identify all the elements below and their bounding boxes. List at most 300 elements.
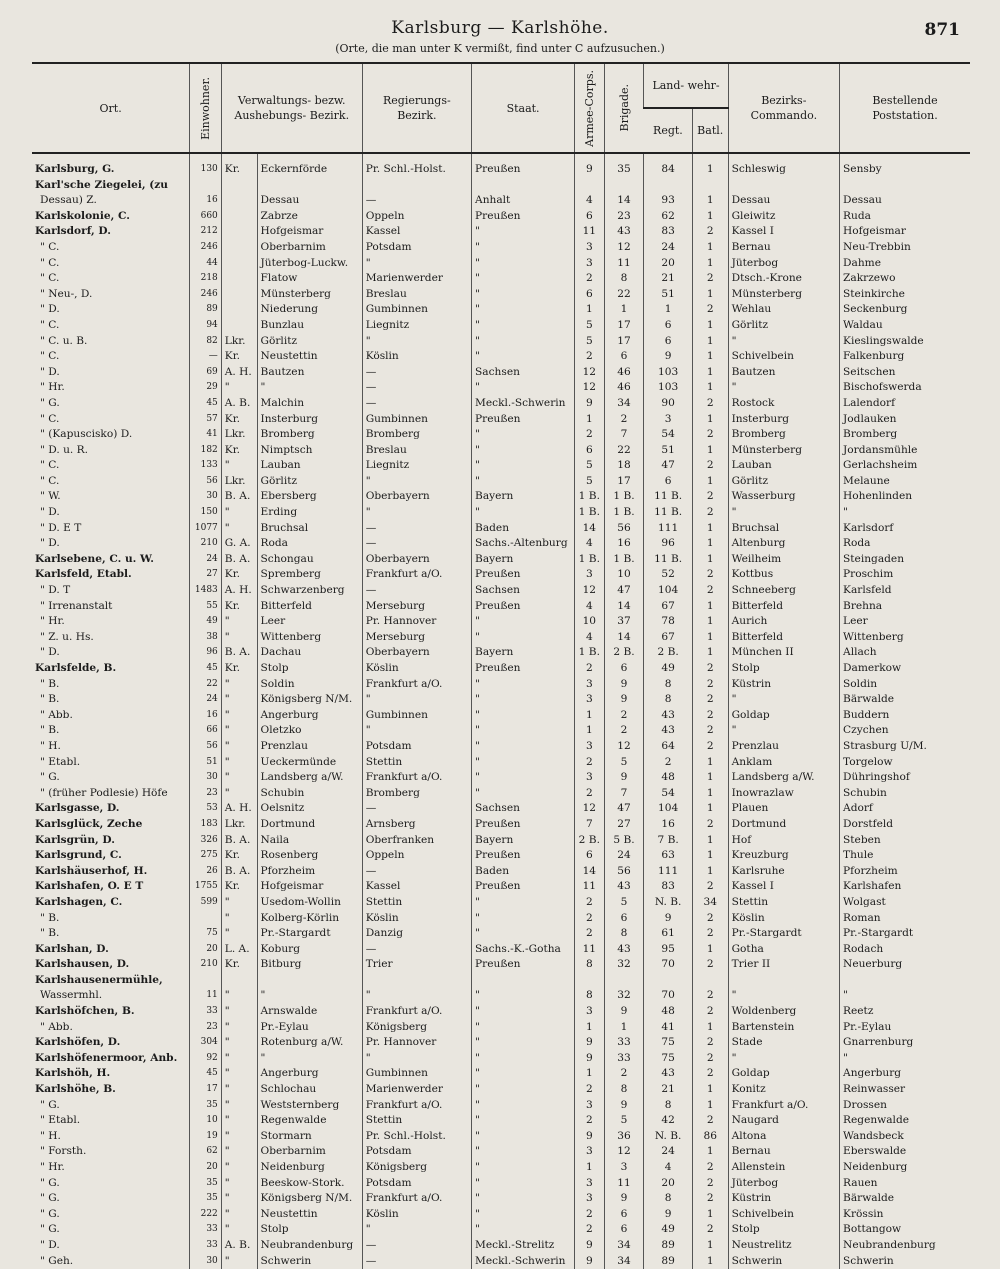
cell-typ: " [221, 708, 257, 724]
cell-regt: 63 [644, 848, 692, 864]
cell-batl: 1 [692, 365, 728, 381]
cell-regt: 24 [644, 1144, 692, 1160]
cell-ac: 8 [575, 957, 604, 973]
table-row [32, 614, 970, 630]
cell-bk: Münsterberg [728, 443, 839, 459]
cell-regt: 11 B. [644, 552, 692, 568]
cell-staat: " [472, 1176, 575, 1192]
cell-brig: 1 [604, 1020, 644, 1036]
cell-reg: Gumbinnen [362, 302, 471, 318]
cell-ein: 35 [190, 1176, 222, 1192]
cell-verw: Schlochau [257, 1082, 362, 1098]
cell-staat: Preußen [472, 209, 575, 225]
cell-reg: Marienwerder [362, 271, 471, 287]
cell-verw: Roda [257, 536, 362, 552]
cell-ort: Karlsgrün, D. [35, 833, 115, 846]
cell-ac: 1 B. [575, 505, 604, 521]
cell-brig: 22 [604, 443, 644, 459]
cell-bk: Görlitz [728, 318, 839, 334]
cell-brig: 5 [604, 895, 644, 911]
cell-regt: 3 [644, 412, 692, 428]
cell-staat: " [472, 1129, 575, 1145]
table-header [32, 63, 970, 153]
cell-regt: 51 [644, 287, 692, 303]
cell-regt: 9 [644, 349, 692, 365]
table-row [32, 302, 970, 318]
cell-regt: 6 [644, 334, 692, 350]
cell-ac: 3 [575, 256, 604, 272]
cell-regt: 54 [644, 786, 692, 802]
col-staat: Staat. [472, 63, 575, 153]
cell-batl: 2 [692, 957, 728, 973]
cell-batl: 1 [692, 1207, 728, 1223]
cell-ac: 3 [575, 677, 604, 693]
cell-verw: Rotenburg a/W. [257, 1035, 362, 1051]
table-row [32, 380, 970, 396]
cell-typ: " [221, 755, 257, 771]
cell-verw: Görlitz [257, 334, 362, 350]
cell-staat: Preußen [472, 567, 575, 583]
cell-batl: 2 [692, 1222, 728, 1238]
cell-regt: 41 [644, 1020, 692, 1036]
cell-ein: 212 [190, 224, 222, 240]
cell-ac: 3 [575, 1144, 604, 1160]
cell-ein: 210 [190, 536, 222, 552]
cell-post: Proschim [840, 567, 970, 583]
cell-post: Seckenburg [840, 302, 970, 318]
cell-bk: Bautzen [728, 365, 839, 381]
cell-batl: 1 [692, 380, 728, 396]
cell-post: Czychen [840, 723, 970, 739]
cell-typ: " [221, 1113, 257, 1129]
cell-batl: 1 [692, 848, 728, 864]
cell-batl: 1 [692, 349, 728, 365]
col-verwaltung: Verwaltungs- bezw. Aushebungs- Bezirk. [221, 63, 362, 153]
cell-ac: 6 [575, 443, 604, 459]
cell-regt: 104 [644, 801, 692, 817]
cell-bk: Inowrazlaw [728, 786, 839, 802]
cell-ort: " B. [40, 911, 60, 924]
cell-ac: 1 [575, 302, 604, 318]
cell-ein: 1077 [190, 521, 222, 537]
cell-typ: G. A. [221, 536, 257, 552]
cell-ein: 75 [190, 926, 222, 942]
cell-brig: 3 [604, 1160, 644, 1176]
cell-ac: 2 B. [575, 833, 604, 849]
cell-staat: Meckl.-Strelitz [472, 1238, 575, 1254]
cell-batl: 1 [692, 536, 728, 552]
cell-verw: Bitterfeld [257, 599, 362, 615]
cell-ein: 218 [190, 271, 222, 287]
cell-reg: Kassel [362, 879, 471, 895]
cell-ein: 62 [190, 1144, 222, 1160]
cell-regt: 89 [644, 1238, 692, 1254]
cell-batl: 2 [692, 677, 728, 693]
cell-batl: 1 [692, 1098, 728, 1114]
cell-post: Bärwalde [840, 1191, 970, 1207]
cell-verw: Soldin [257, 677, 362, 693]
cell-ort: " D. [40, 537, 60, 550]
cell-ac: 11 [575, 942, 604, 958]
cell-batl: 1 [692, 755, 728, 771]
cell-reg: — [362, 536, 471, 552]
cell-ac: 11 [575, 879, 604, 895]
cell-typ: Kr. [221, 349, 257, 365]
cell-brig: 9 [604, 692, 644, 708]
cell-batl: 2 [692, 692, 728, 708]
cell-ort: Karlsgasse, D. [35, 802, 120, 815]
cell-bk: Gotha [728, 942, 839, 958]
table-row [32, 334, 970, 350]
cell-verw: " [257, 988, 362, 1004]
cell-regt: 49 [644, 661, 692, 677]
cell-bk: " [728, 988, 839, 1004]
cell-staat: Sachs.-K.-Gotha [472, 942, 575, 958]
cell-post: Reetz [840, 1004, 970, 1020]
cell-batl: 1 [692, 443, 728, 459]
cell-verw: Schongau [257, 552, 362, 568]
cell-staat: " [472, 318, 575, 334]
cell-bk: Karlsruhe [728, 864, 839, 880]
cell-ort: Karlshöfen, D. [35, 1036, 121, 1049]
cell-brig: 24 [604, 848, 644, 864]
cell-bk [728, 973, 839, 989]
table-row [32, 349, 970, 365]
cell-ein: 11 [190, 988, 222, 1004]
cell-typ: Kr. [221, 957, 257, 973]
cell-typ: Lkr. [221, 474, 257, 490]
cell-ein: 246 [190, 240, 222, 256]
table-row [32, 536, 970, 552]
cell-ac: 2 [575, 1082, 604, 1098]
cell-ac: 14 [575, 864, 604, 880]
cell-ac: 2 [575, 926, 604, 942]
gazetteer-table [32, 62, 970, 1269]
cell-reg: Köslin [362, 1207, 471, 1223]
cell-brig: 17 [604, 318, 644, 334]
cell-typ [221, 209, 257, 225]
cell-batl: 1 [692, 256, 728, 272]
cell-staat: " [472, 224, 575, 240]
cell-post: Rauen [840, 1176, 970, 1192]
cell-verw: Dortmund [257, 817, 362, 833]
cell-brig: 9 [604, 1004, 644, 1020]
cell-ac: 9 [575, 1254, 604, 1269]
cell-batl: 1 [692, 474, 728, 490]
cell-staat: " [472, 739, 575, 755]
cell-staat: " [472, 988, 575, 1004]
cell-verw: Beeskow-Stork. [257, 1176, 362, 1192]
cell-verw: Pr.-Stargardt [257, 926, 362, 942]
cell-reg: — [362, 583, 471, 599]
cell-ac: 12 [575, 380, 604, 396]
cell-regt: 11 B. [644, 505, 692, 521]
cell-brig: 2 [604, 412, 644, 428]
cell-ein: 183 [190, 817, 222, 833]
cell-ac: 4 [575, 630, 604, 646]
cell-typ: " [221, 739, 257, 755]
cell-bk: Jüterbog [728, 256, 839, 272]
cell-ac: 3 [575, 1004, 604, 1020]
cell-verw: Flatow [257, 271, 362, 287]
cell-ac: 2 [575, 1207, 604, 1223]
cell-brig: 32 [604, 957, 644, 973]
cell-staat: " [472, 1098, 575, 1114]
cell-batl: 1 [692, 287, 728, 303]
cell-typ: Kr. [221, 153, 257, 178]
cell-staat: " [472, 240, 575, 256]
cell-post: " [840, 505, 970, 521]
cell-brig: 17 [604, 334, 644, 350]
cell-post: Roman [840, 911, 970, 927]
cell-post: Drossen [840, 1098, 970, 1114]
cell-bk: Stolp [728, 1222, 839, 1238]
cell-staat: " [472, 708, 575, 724]
table-row [32, 1238, 970, 1254]
cell-ein: 33 [190, 1238, 222, 1254]
cell-reg: Merseburg [362, 630, 471, 646]
cell-ac: 1 [575, 1020, 604, 1036]
cell-bk: Konitz [728, 1082, 839, 1098]
table-row [32, 427, 970, 443]
table-row [32, 677, 970, 693]
cell-ein: 22 [190, 677, 222, 693]
cell-staat: Bayern [472, 489, 575, 505]
cell-batl: 1 [692, 412, 728, 428]
cell-typ: " [221, 1254, 257, 1269]
cell-ort: " B. [40, 927, 60, 940]
cell-post: Karlsdorf [840, 521, 970, 537]
cell-ort: " G. [40, 1192, 60, 1205]
cell-reg: Breslau [362, 443, 471, 459]
cell-ac: 1 B. [575, 552, 604, 568]
cell-staat: " [472, 723, 575, 739]
cell-staat: " [472, 443, 575, 459]
cell-batl: 2 [692, 505, 728, 521]
cell-typ: Kr. [221, 848, 257, 864]
cell-verw: Neidenburg [257, 1160, 362, 1176]
cell-verw: Görlitz [257, 474, 362, 490]
cell-regt: N. B. [644, 895, 692, 911]
table-row [32, 178, 970, 194]
cell-typ [221, 318, 257, 334]
cell-batl: 1 [692, 942, 728, 958]
table-row [32, 1222, 970, 1238]
cell-ort: " D. [40, 365, 60, 378]
cell-regt: 61 [644, 926, 692, 942]
cell-reg: Potsdam [362, 1176, 471, 1192]
cell-bk: Altenburg [728, 536, 839, 552]
cell-batl: 2 [692, 1066, 728, 1082]
cell-regt: 8 [644, 1098, 692, 1114]
cell-ac: 5 [575, 458, 604, 474]
cell-typ [221, 178, 257, 194]
table-row [32, 739, 970, 755]
cell-typ: B. A. [221, 552, 257, 568]
cell-ein: 599 [190, 895, 222, 911]
cell-brig: 33 [604, 1035, 644, 1051]
cell-staat: " [472, 1160, 575, 1176]
cell-verw: Oberbarnim [257, 240, 362, 256]
cell-post: Melaune [840, 474, 970, 490]
cell-bk: Naugard [728, 1113, 839, 1129]
cell-ein: 17 [190, 1082, 222, 1098]
cell-brig: 9 [604, 1098, 644, 1114]
cell-regt: 70 [644, 988, 692, 1004]
cell-verw: Bruchsal [257, 521, 362, 537]
cell-ac: 3 [575, 739, 604, 755]
cell-ac: 12 [575, 801, 604, 817]
cell-reg: — [362, 521, 471, 537]
cell-ein: 45 [190, 1066, 222, 1082]
cell-ein: 182 [190, 443, 222, 459]
cell-reg: — [362, 380, 471, 396]
cell-post: Schwerin [840, 1254, 970, 1269]
cell-batl: 2 [692, 489, 728, 505]
cell-ac: 1 B. [575, 645, 604, 661]
cell-brig: 1 B. [604, 489, 644, 505]
cell-ein: 89 [190, 302, 222, 318]
cell-verw: " [257, 380, 362, 396]
cell-ac: 2 [575, 755, 604, 771]
cell-staat: " [472, 380, 575, 396]
cell-brig: 47 [604, 583, 644, 599]
cell-bk: Woldenberg [728, 1004, 839, 1020]
table-row [32, 692, 970, 708]
cell-bk: " [728, 723, 839, 739]
cell-brig: 47 [604, 801, 644, 817]
cell-regt: 43 [644, 723, 692, 739]
cell-typ: " [221, 1020, 257, 1036]
cell-staat: Preußen [472, 412, 575, 428]
cell-typ: " [221, 1191, 257, 1207]
cell-typ: B. A. [221, 645, 257, 661]
cell-batl: 2 [692, 224, 728, 240]
cell-ac: 9 [575, 1238, 604, 1254]
cell-regt: 21 [644, 271, 692, 287]
cell-brig: 43 [604, 879, 644, 895]
cell-staat: " [472, 1035, 575, 1051]
cell-batl: 2 [692, 739, 728, 755]
cell-ac: 3 [575, 1191, 604, 1207]
cell-batl: 1 [692, 599, 728, 615]
cell-verw: Weststernberg [257, 1098, 362, 1114]
cell-ort: " C. [40, 318, 60, 331]
cell-ort: " G. [40, 1176, 60, 1189]
cell-ein: 35 [190, 1098, 222, 1114]
cell-reg: Liegnitz [362, 458, 471, 474]
cell-batl: 2 [692, 926, 728, 942]
cell-typ: " [221, 988, 257, 1004]
cell-ein: 33 [190, 1222, 222, 1238]
cell-reg: Köslin [362, 911, 471, 927]
cell-brig: 6 [604, 661, 644, 677]
cell-batl: 2 [692, 1160, 728, 1176]
cell-ein: 33 [190, 1004, 222, 1020]
col-landwehr: Land- wehr- [644, 63, 728, 108]
cell-bk: Insterburg [728, 412, 839, 428]
cell-ein: 29 [190, 380, 222, 396]
cell-typ: B. A. [221, 864, 257, 880]
cell-ac: 1 [575, 723, 604, 739]
cell-ort: " H. [40, 1129, 61, 1142]
cell-typ: A. B. [221, 1238, 257, 1254]
cell-staat: " [472, 1066, 575, 1082]
cell-post: Waldau [840, 318, 970, 334]
cell-batl [692, 973, 728, 989]
cell-regt: 6 [644, 474, 692, 490]
cell-batl: 2 [692, 427, 728, 443]
cell-brig: 9 [604, 1191, 644, 1207]
cell-brig: 18 [604, 458, 644, 474]
table-row [32, 599, 970, 615]
cell-reg: Frankfurt a/O. [362, 1191, 471, 1207]
cell-ort: Karlsgrund, C. [35, 849, 122, 862]
cell-reg: Oberfranken [362, 833, 471, 849]
cell-ort: Karlshafen, O. E T [35, 880, 144, 893]
table-row [32, 957, 970, 973]
cell-reg: Arnsberg [362, 817, 471, 833]
table-row [32, 1254, 970, 1269]
cell-post: Angerburg [840, 1066, 970, 1082]
cell-ac: 2 [575, 271, 604, 287]
cell-brig [604, 973, 644, 989]
cell-bk: Dtsch.-Krone [728, 271, 839, 287]
cell-brig: 5 [604, 755, 644, 771]
cell-ort: " (Kapuscisko) D. [40, 428, 133, 441]
cell-regt: 2 B. [644, 645, 692, 661]
cell-ein: 222 [190, 1207, 222, 1223]
cell-batl: 1 [692, 1082, 728, 1098]
cell-brig: 1 B. [604, 552, 644, 568]
cell-staat: " [472, 895, 575, 911]
cell-post: Regenwalde [840, 1113, 970, 1129]
col-ort: Ort. [32, 63, 190, 153]
cell-ort: " Neu-, D. [40, 287, 93, 300]
cell-ein: 30 [190, 770, 222, 786]
table-row [32, 365, 970, 381]
table-row [32, 505, 970, 521]
cell-post: Sensby [840, 153, 970, 178]
cell-batl: 1 [692, 521, 728, 537]
cell-ort: " C. [40, 272, 60, 285]
cell-typ: " [221, 1098, 257, 1114]
cell-ac: 8 [575, 988, 604, 1004]
cell-brig: 34 [604, 396, 644, 412]
cell-ort: Karlsglück, Zeche [35, 817, 143, 830]
cell-typ: " [221, 1176, 257, 1192]
cell-bk: Plauen [728, 801, 839, 817]
cell-bk: Schivelbein [728, 1207, 839, 1223]
cell-verw: Bitburg [257, 957, 362, 973]
cell-ort: Karlsfeld, Etabl. [35, 568, 132, 581]
cell-staat: " [472, 614, 575, 630]
table-row [32, 474, 970, 490]
cell-ein: 20 [190, 1160, 222, 1176]
cell-reg: Pr. Schl.-Holst. [362, 153, 471, 178]
cell-post: Eberswalde [840, 1144, 970, 1160]
cell-ort: Karl'sche Ziegelei, (zu [35, 178, 169, 191]
cell-bk: Schwerin [728, 1254, 839, 1269]
cell-brig: 14 [604, 193, 644, 209]
cell-ort: Karlskolonie, C. [35, 209, 130, 222]
cell-post: Pforzheim [840, 864, 970, 880]
cell-batl: 1 [692, 334, 728, 350]
cell-batl: 1 [692, 552, 728, 568]
cell-ort: Karlshöfenermoor, Anb. [35, 1051, 178, 1064]
cell-batl: 1 [692, 209, 728, 225]
cell-staat: Anhalt [472, 193, 575, 209]
